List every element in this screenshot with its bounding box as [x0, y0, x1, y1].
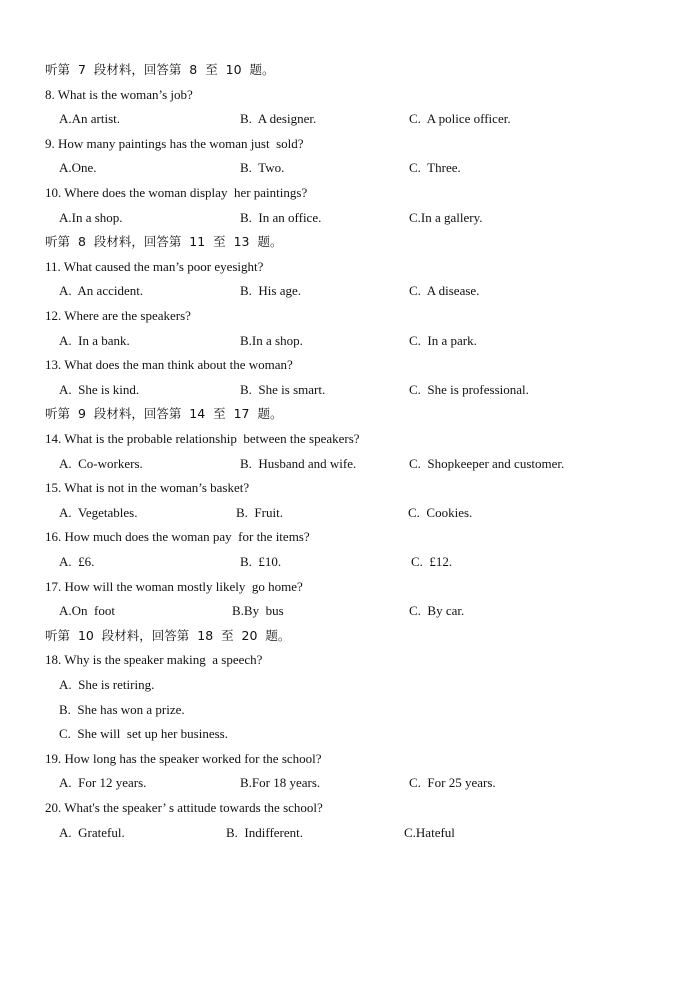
- section-heading: 听第 9 段材料，回答第 14 至 17 题。: [45, 406, 283, 422]
- answer-option: C. By car.: [409, 603, 465, 619]
- question-text: 9. How many paintings has the woman just sold?: [45, 135, 304, 151]
- answer-option: C. £12.: [411, 554, 453, 569]
- answer-option: A. For 12 years.: [59, 775, 147, 791]
- answer-option: B. Two.: [240, 160, 285, 176]
- answer-option: B.For 18 years.: [240, 775, 321, 791]
- options-row: [0, 550, 696, 574]
- answer-option: B. Indifferent.: [226, 824, 304, 840]
- answer-option: C.Hateful: [404, 824, 455, 840]
- question-text: 13. What does the man think about the woman?: [45, 357, 293, 373]
- answer-option: C. A disease.: [409, 283, 480, 299]
- answer-option: B.By bus: [232, 603, 284, 619]
- answer-option: B. £10.: [240, 554, 282, 569]
- options-row: [0, 107, 696, 131]
- answer-option: C. Three.: [409, 160, 461, 176]
- answer-option: C. For 25 years.: [409, 775, 496, 791]
- section-heading: 听第 10 段材料，回答第 18 至 20 题。: [45, 627, 291, 643]
- answer-option: A.An artist.: [59, 111, 121, 127]
- question-text: 8. What is the woman’s job?: [45, 86, 193, 102]
- answer-option: C. Cookies.: [408, 504, 473, 520]
- question-text: 12. Where are the speakers?: [45, 308, 191, 323]
- answer-option: B. She has won a prize.: [59, 701, 185, 717]
- answer-option: A. An accident.: [59, 283, 144, 299]
- answer-option: B.In a shop.: [240, 332, 303, 348]
- options-row: [0, 821, 696, 845]
- answer-option: C. She is professional.: [409, 381, 529, 397]
- section-heading: 听第 7 段材料，回答第 8 至 10 题。: [45, 62, 275, 77]
- answer-option: A.In a shop.: [59, 209, 123, 225]
- question-text: 19. How long has the speaker worked for the school?: [45, 750, 322, 766]
- options-row: [0, 771, 696, 795]
- answer-option: B. Husband and wife.: [240, 455, 357, 471]
- question-text: 10. Where does the woman display her paintings?: [45, 185, 308, 200]
- answer-option: A. She is kind.: [59, 381, 140, 397]
- answer-option: C.In a gallery.: [409, 209, 483, 225]
- section-heading: 听第 8 段材料，回答第 11 至 13 题。: [45, 234, 283, 250]
- answer-option: B. In an office.: [240, 209, 322, 225]
- answer-option: C. Shopkeeper and customer.: [409, 455, 565, 471]
- options-row: [0, 599, 696, 623]
- answer-option: C. A police officer.: [409, 111, 511, 127]
- options-row: [0, 501, 696, 525]
- answer-option: A. £6.: [59, 554, 95, 569]
- answer-option: A.One.: [59, 160, 97, 176]
- answer-option: A. She is retiring.: [59, 677, 155, 692]
- question-text: 17. How will the woman mostly likely go home?: [45, 578, 303, 594]
- answer-option: B. A designer.: [240, 111, 317, 127]
- question-text: 14. What is the probable relationship between the speakers?: [45, 431, 360, 446]
- answer-option: C. In a park.: [409, 332, 477, 348]
- options-row: [0, 452, 696, 476]
- answer-option: B. She is smart.: [240, 381, 326, 397]
- question-text: 18. Why is the speaker making a speech?: [45, 652, 263, 668]
- question-text: 11. What caused the man’s poor eyesight?: [45, 258, 264, 274]
- question-text: 16. How much does the woman pay for the items?: [45, 529, 310, 545]
- answer-option: A. Vegetables.: [59, 504, 138, 520]
- question-text: 20. What's the speaker’ s attitude towards the school?: [45, 800, 323, 815]
- question-text: 15. What is not in the woman’s basket?: [45, 480, 250, 496]
- options-row: [0, 156, 696, 180]
- answer-option: A. Co-workers.: [59, 455, 143, 471]
- answer-option: A. Grateful.: [59, 824, 125, 840]
- options-row: [0, 378, 696, 402]
- answer-option: A.On foot: [59, 603, 115, 619]
- answer-option: B. His age.: [240, 283, 302, 299]
- answer-option: A. In a bank.: [59, 332, 130, 348]
- answer-option: B. Fruit.: [236, 504, 283, 520]
- options-row: [0, 329, 696, 353]
- options-row: [0, 206, 696, 230]
- options-row: [0, 279, 696, 303]
- answer-option: C. She will set up her business.: [59, 726, 228, 742]
